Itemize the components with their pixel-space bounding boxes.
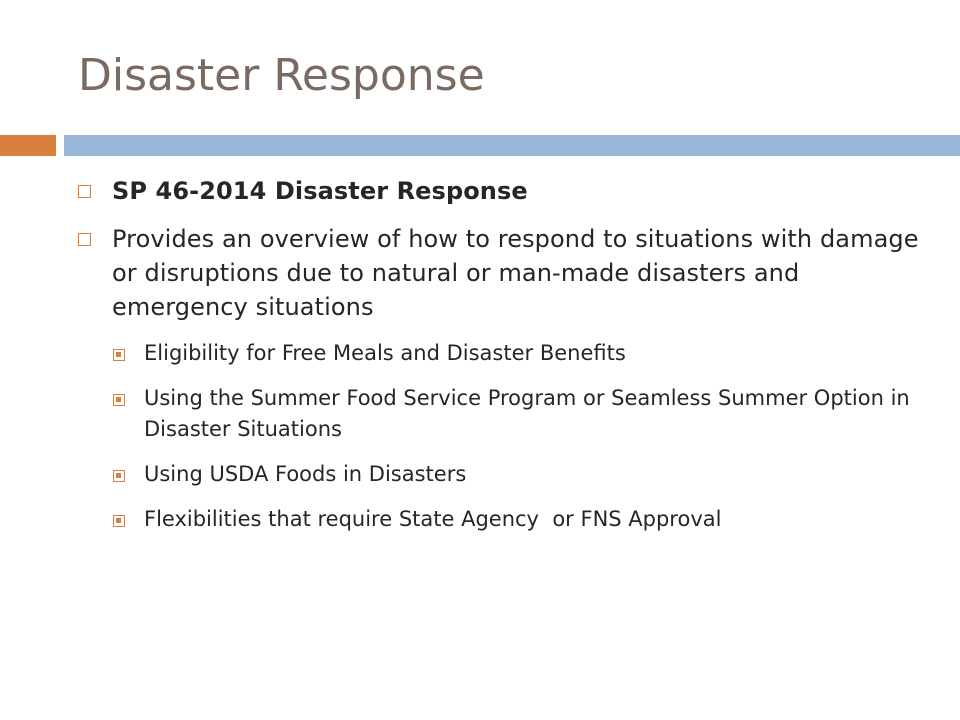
title-accent-bar-blue [64, 135, 960, 156]
filled-square-icon [113, 470, 125, 482]
sub-bullet-text: Using USDA Foods in Disasters [144, 462, 467, 486]
sub-bullet-item [78, 338, 938, 369]
slide-title: Disaster Response [78, 50, 485, 101]
sub-bullet-item [78, 504, 938, 535]
filled-square-icon [113, 349, 125, 361]
bullet-item [78, 222, 938, 324]
sub-bullet-item [78, 383, 938, 445]
bullet-text: Provides an overview of how to respond to situations with damage or disruptions due to natural or man-made disasters and emergency situations [112, 225, 919, 321]
sub-bullet-item [78, 459, 938, 490]
title-accent-bar-orange [0, 135, 56, 156]
sub-bullet-text: Using the Summer Food Service Program or Seamless Summer Option in Disaster Situations [144, 386, 910, 441]
hollow-square-icon [78, 185, 91, 198]
filled-square-icon [113, 394, 125, 406]
hollow-square-icon [78, 233, 91, 246]
sub-bullet-text: Eligibility for Free Meals and Disaster Benefits [144, 341, 626, 365]
slide-body [78, 174, 938, 549]
bullet-text: SP 46-2014 Disaster Response [112, 177, 528, 205]
sub-bullet-text: Flexibilities that require State Agency or FNS Approval [144, 507, 722, 531]
filled-square-icon [113, 515, 125, 527]
bullet-item [78, 174, 938, 208]
